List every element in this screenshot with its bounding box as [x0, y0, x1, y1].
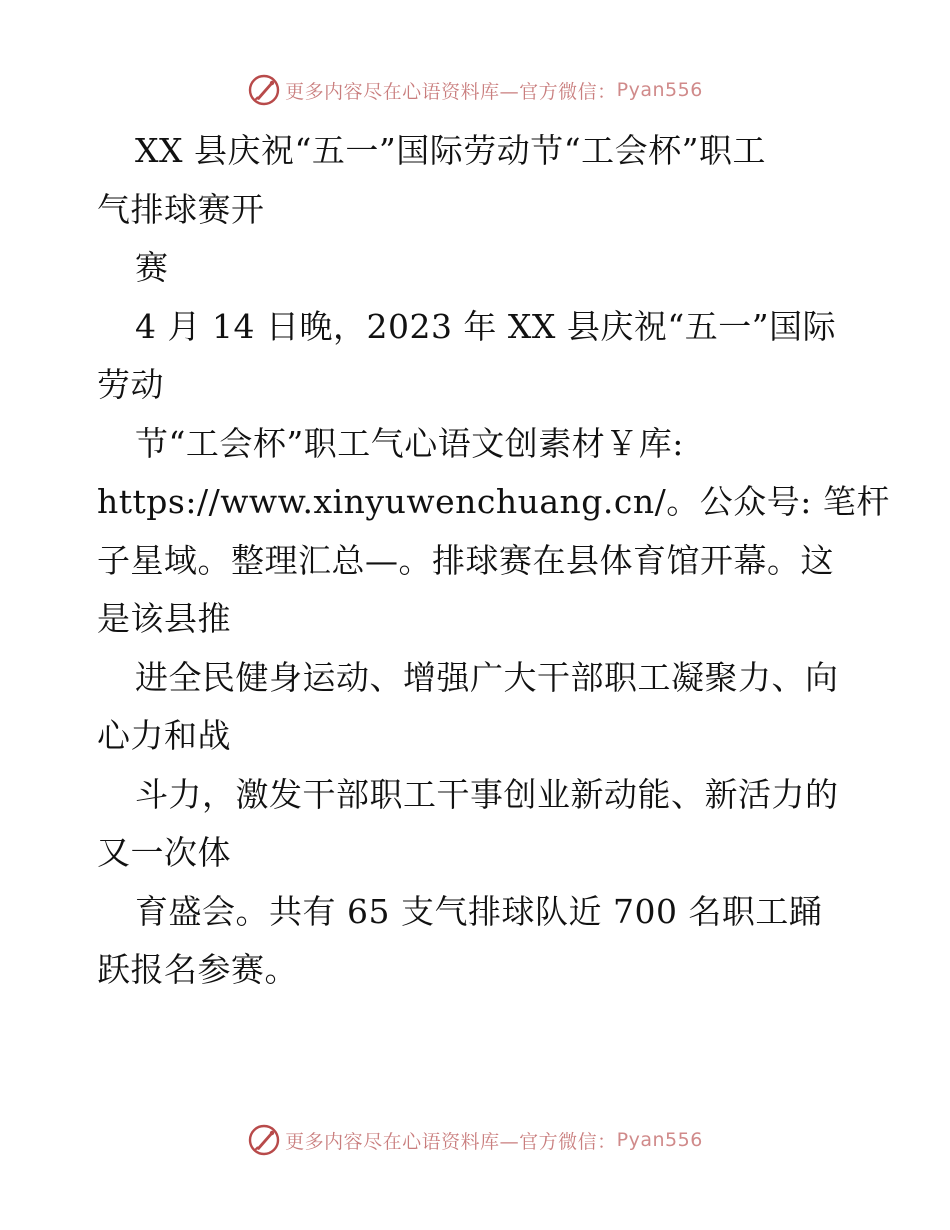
body-line: 4 月 14 日晚，2023 年 XX 县庆祝“五一”国际: [135, 306, 837, 346]
body-line: 育盛会。共有 65 支气排球队近 700 名职工踊: [135, 891, 823, 931]
body-line: 跃报名参赛。: [97, 950, 298, 989]
body-line: 劳动: [97, 365, 164, 404]
header-watermark: [0, 70, 950, 110]
watermark-wechat-id: Pyan556: [616, 1129, 703, 1151]
body-line: 又一次体: [97, 833, 231, 872]
title-line-3: 赛: [135, 248, 169, 287]
body-line: 进全民健身运动、增强广大干部职工凝聚力、向: [135, 657, 839, 697]
body-line: 斗力，激发干部职工干事创业新动能、新活力的: [135, 774, 839, 814]
body-line: 是该县推: [97, 599, 231, 638]
watermark-text: 更多内容尽在心语资料库—官方微信：: [285, 80, 617, 103]
footer-watermark: [0, 1120, 950, 1160]
body-line: 心力和战: [97, 716, 231, 755]
body-line-url: https://www.xinyuwenchuang.cn/。公众号: 笔杆: [97, 482, 890, 521]
title-line-1: XX 县庆祝“五一”国际劳动节“工会杯”职工: [135, 131, 766, 170]
quill-logo-icon: [247, 73, 281, 107]
document-body: [97, 122, 890, 1000]
quill-logo-icon: [247, 1123, 281, 1157]
body-line: 节“工会杯”职工气心语文创素材￥库:: [135, 423, 684, 463]
title-line-2: 气排球赛开: [97, 189, 265, 229]
body-line: 子星域。整理汇总—。排球赛在县体育馆开幕。这: [97, 540, 834, 580]
watermark-text: 更多内容尽在心语资料库—官方微信：: [285, 1130, 617, 1153]
watermark-wechat-id: Pyan556: [616, 79, 703, 101]
